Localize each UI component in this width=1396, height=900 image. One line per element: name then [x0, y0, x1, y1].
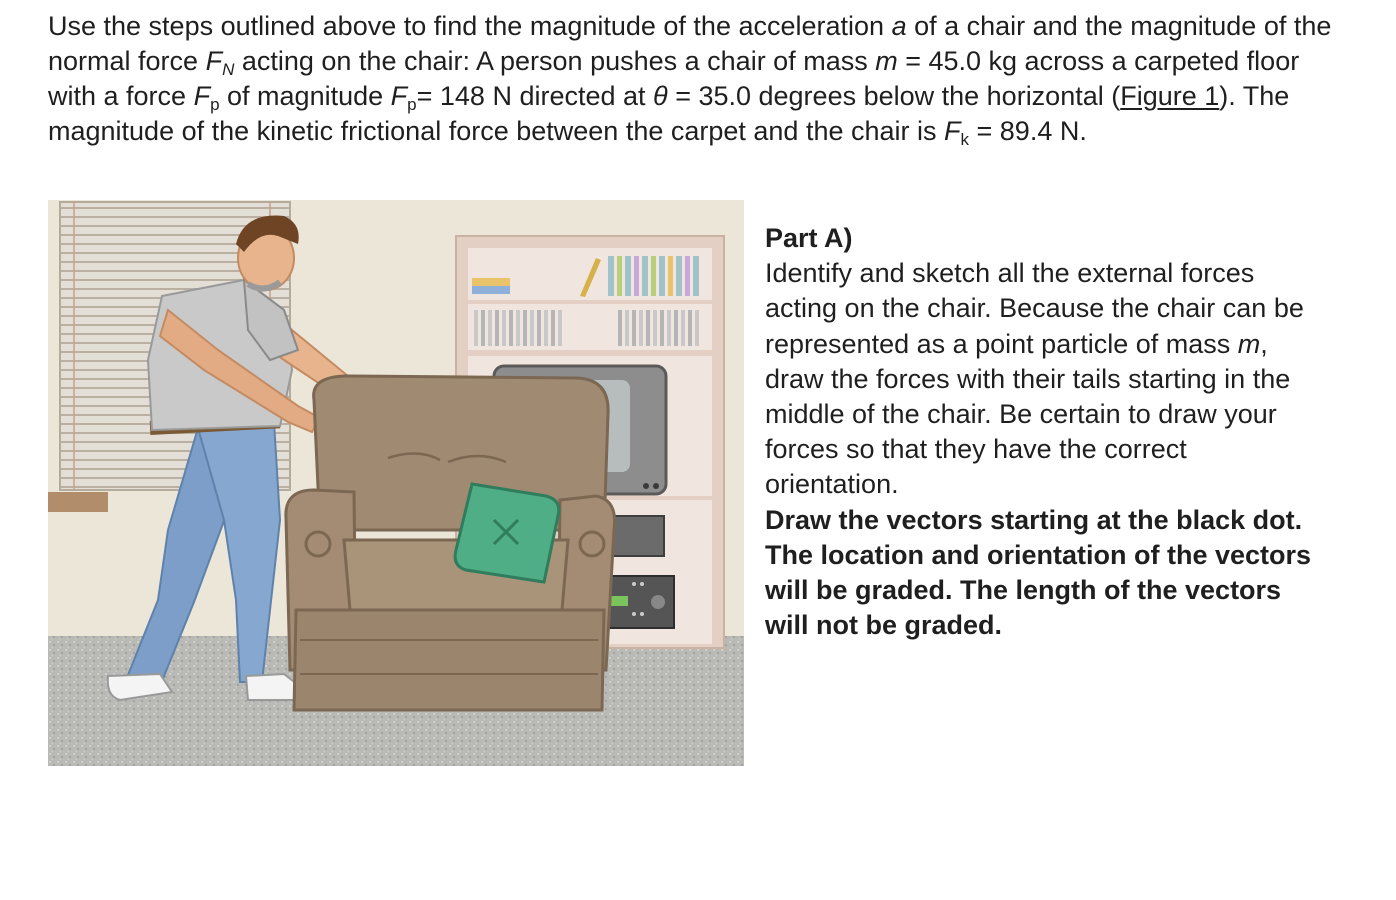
problem-statement: Use the steps outlined above to find the magnitude of the acceleration a of a chair and the magnitude of the normal force $F_N$ acting on the chair: A person pushes a chair of mass m = 45.0 kg across a carpeted floor with a force $F_p$ of magnitude $F_p= 148$ N directed at θ = 35.0 degrees below the horizontal (Figure 1). The magnitude of the kinetic frictional force between the carpet and the chair is $F_k = 89.4$ N. — [48, 11, 1332, 149]
part-a-instructions: Identify and sketch all the external forces acting on the chair. Because the chair can be represented as a point particle of mass m, draw the forces with their tails starting in the middle of the chair. Be certain to draw your forces so that they have the correct orientation. Draw the vectors starting at the black dot. The location and orientation of the vectors will be graded. The length of the vectors will not be graded. — [765, 256, 1325, 643]
pillow — [455, 484, 559, 582]
armchair — [286, 376, 615, 710]
figure-1-link[interactable]: Figure 1 — [1120, 81, 1220, 111]
part-a-title: Part A) — [765, 223, 853, 253]
chair-figure — [48, 200, 744, 766]
chair-base — [294, 610, 604, 710]
side-table — [48, 492, 108, 512]
part-a — [765, 221, 1325, 643]
part-a-grading-note: Draw the vectors starting at the black dot. The location and orientation of the vectors will be graded. The length of the vectors will not be graded. — [765, 504, 1312, 641]
